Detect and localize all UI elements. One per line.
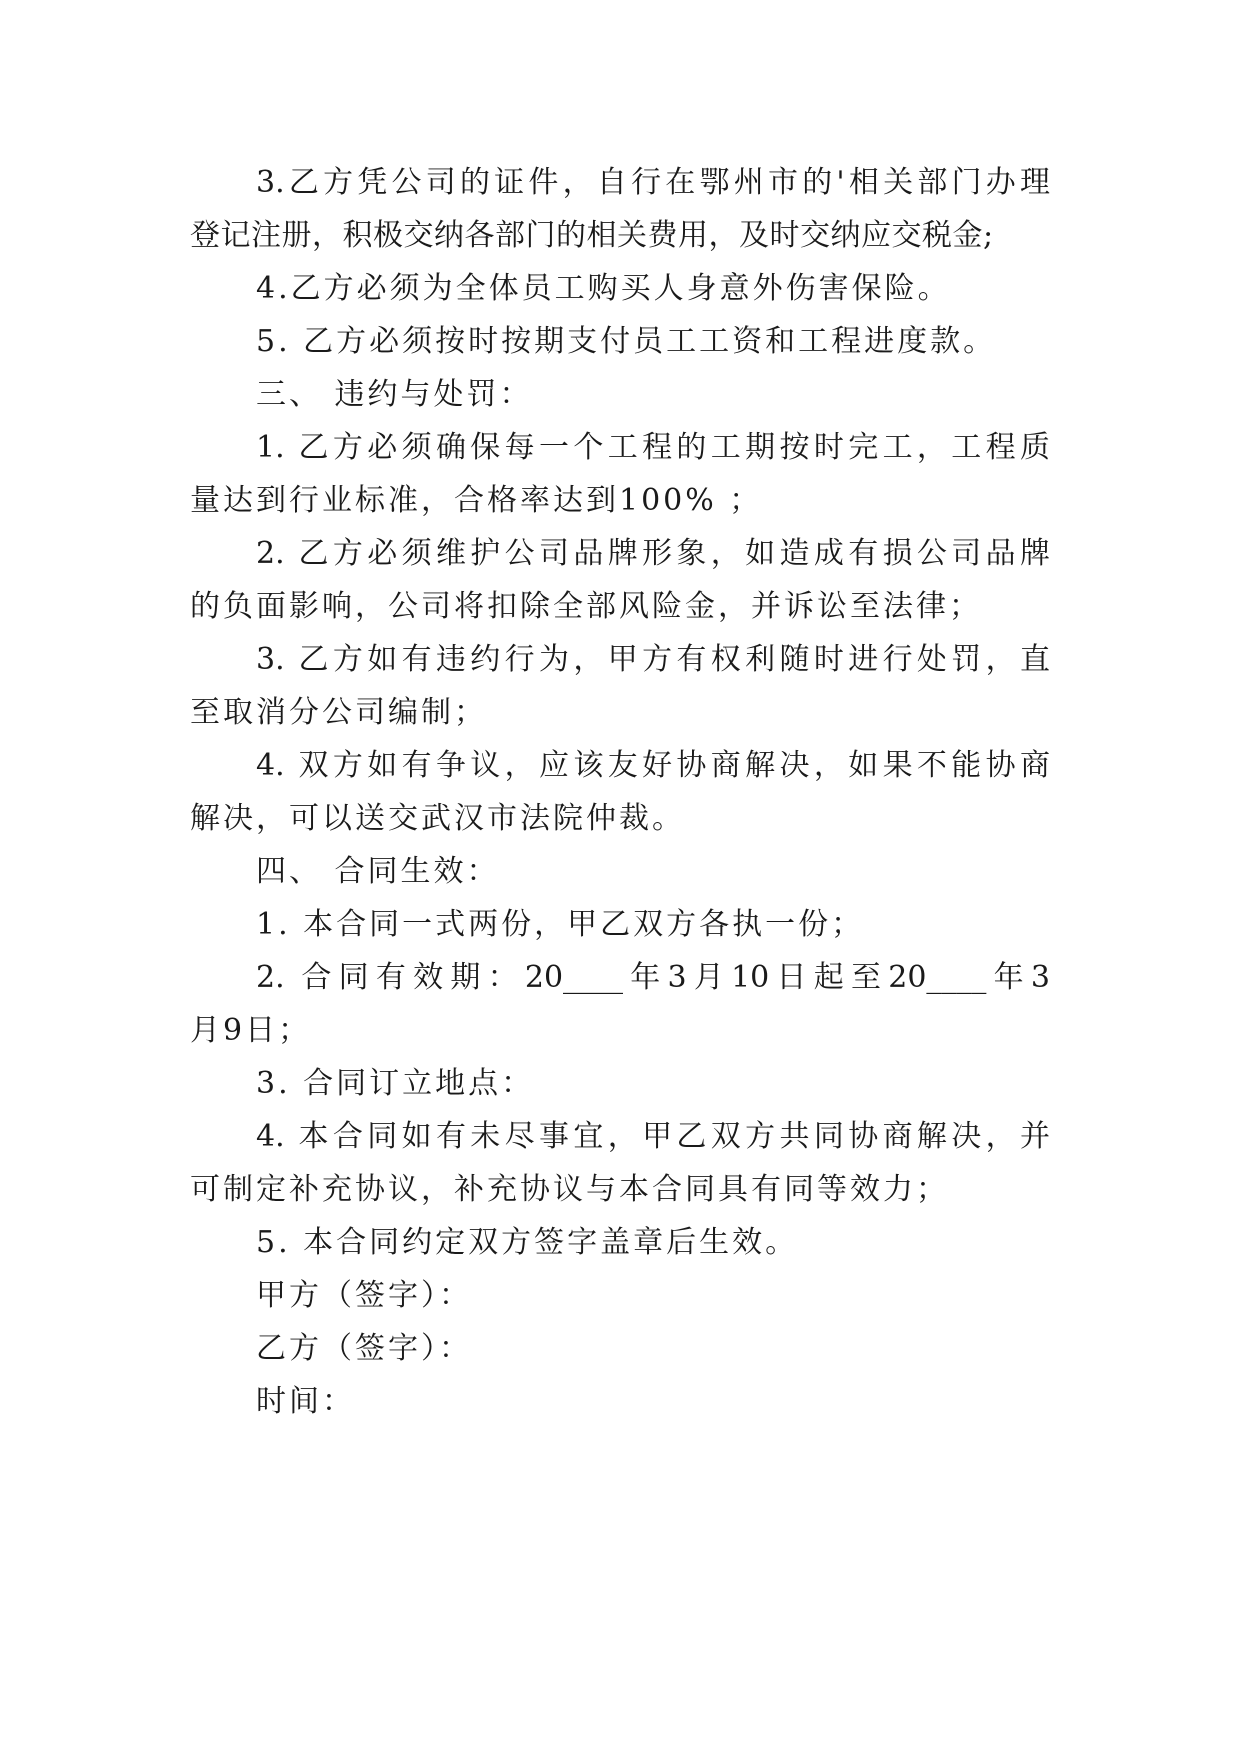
clause-4-2-line-1: 2. 合同有效期：20____年3月10日起至20____年3 xyxy=(256,960,1050,995)
date-label: 时间： xyxy=(256,1384,355,1419)
clause-3-1-line-1: 1. 乙方必须确保每一个工程的工期按时完工，工程质 xyxy=(256,430,1050,465)
clause-4-3: 3. 合同订立地点： xyxy=(256,1066,535,1101)
clause-2-3-line-1: 3.乙方凭公司的证件，自行在鄂州市的'相关部门办理 xyxy=(256,165,1050,200)
clause-3-3-line-1: 3. 乙方如有违约行为，甲方有权利随时进行处罚，直 xyxy=(256,642,1050,677)
clause-4-4-line-1: 4. 本合同如有未尽事宜，甲乙双方共同协商解决，并 xyxy=(256,1119,1050,1154)
clause-3-3-line-2: 至取消分公司编制； xyxy=(190,695,487,730)
clause-2-5: 5. 乙方必须按时按期支付员工工资和工程进度款。 xyxy=(256,324,997,359)
section-heading-effect: 四、 合同生效： xyxy=(256,854,500,889)
clause-3-2-line-1: 2. 乙方必须维护公司品牌形象，如造成有损公司品牌 xyxy=(256,536,1050,571)
clause-2-4: 4.乙方必须为全体员工购买人身意外伤害保险。 xyxy=(256,271,951,306)
clause-4-1: 1. 本合同一式两份，甲乙双方各执一份； xyxy=(256,907,865,942)
clause-3-2-line-2: 的负面影响，公司将扣除全部风险金，并诉讼至法律； xyxy=(190,589,982,624)
clause-4-2-line-2: 月9日； xyxy=(190,1013,312,1048)
clause-3-4-line-1: 4. 双方如有争议，应该友好协商解决，如果不能协商 xyxy=(256,748,1050,783)
clause-3-1-line-2: 量达到行业标准，合格率达到100% ； xyxy=(190,483,763,518)
party-a-signature-label: 甲方（签字）： xyxy=(256,1278,472,1313)
clause-3-4-line-2: 解决，可以送交武汉市法院仲裁。 xyxy=(190,801,685,836)
section-heading-breach: 三、 违约与处罚： xyxy=(256,377,533,412)
clause-4-5: 5. 本合同约定双方签字盖章后生效。 xyxy=(256,1225,799,1260)
party-b-signature-label: 乙方（签字）： xyxy=(256,1331,472,1366)
clause-2-3-line-2: 登记注册，积极交纳各部门的相关费用，及时交纳应交税金; xyxy=(190,218,994,253)
clause-4-4-line-2: 可制定补充协议，补充协议与本合同具有同等效力； xyxy=(190,1172,949,1207)
